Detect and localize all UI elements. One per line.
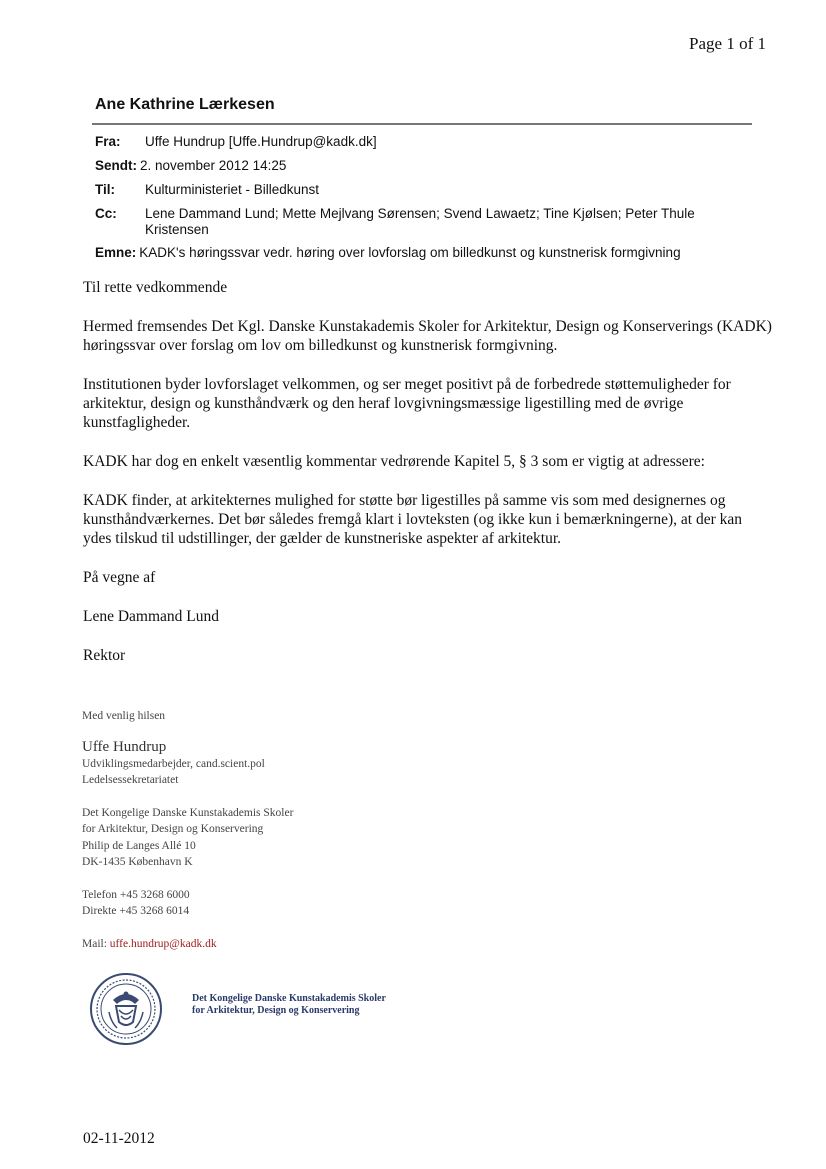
from-label: Fra: <box>95 134 121 149</box>
regards: Med venlig hilsen <box>82 710 166 722</box>
mail-link[interactable]: uffe.hundrup@kadk.dk <box>109 937 217 950</box>
mail-line <box>82 936 482 953</box>
address-line: for Arkitektur, Design og Konservering <box>82 823 264 835</box>
cc-row <box>95 206 735 238</box>
sent-row <box>95 158 735 174</box>
logo-wordmark <box>192 993 386 1017</box>
kadk-seal-logo <box>89 972 163 1046</box>
sent-label: Sendt: <box>95 158 137 173</box>
from-row <box>95 134 735 150</box>
print-date: 02-11-2012 <box>83 1130 155 1147</box>
body-paragraph-4: KADK finder, at arkitekternes mulighed for støtte bør ligestilles på samme vis som med designernes og kunsthåndværkernes. Det bør således fremgå klart i lovteksten (og ikke kun i bemærkningerne), at der kan ydes tilskud til udstillinger, der gælder de kunstneriske aspekter af arkitektur. <box>83 492 742 547</box>
address-line: Det Kongelige Danske Kunstakademis Skoler <box>82 806 294 819</box>
cc-value: Lene Dammand Lund; Mette Mejlvang Sørensen; Svend Lawaetz; Tine Kjølsen; Peter Thule Kristensen <box>145 206 695 237</box>
sender-title: Udviklingsmedarbejder, cand.scient.pol <box>82 757 265 770</box>
mail-label: Mail: <box>82 937 110 950</box>
body-paragraph-3: KADK har dog en enkelt væsentlig kommentar vedrørende Kapitel 5, § 3 som er vigtig at adressere: <box>83 453 705 470</box>
body-paragraph-1: Hermed fremsendes Det Kgl. Danske Kunstakademis Skoler for Arkitektur, Design og Konserverings (KADK) høringssvar over forslag om lov om billedkunst og kunstnerisk formgivning. <box>83 318 772 354</box>
sign-off: På vegne af <box>83 569 156 586</box>
sender-name: Uffe Hundrup <box>82 738 167 755</box>
sent-value: 2. november 2012 14:25 <box>140 158 287 173</box>
email-body <box>83 278 773 685</box>
address-line: DK-1435 København K <box>82 856 193 868</box>
subject-row <box>95 245 735 261</box>
signature-title: Rektor <box>83 647 126 664</box>
logo-line: Det Kongelige Danske Kunstakademis Skoler <box>192 993 386 1004</box>
from-value: Uffe Hundrup [Uffe.Hundrup@kadk.dk] <box>145 134 377 149</box>
direct-number: Direkte +45 3268 6014 <box>82 905 190 917</box>
page-number: Page 1 of 1 <box>689 34 766 53</box>
to-value: Kulturministeriet - Billedkunst <box>145 182 320 197</box>
phone-number: Telefon +45 3268 6000 <box>82 888 190 901</box>
sender-department: Ledelsessekretariatet <box>82 774 179 786</box>
body-paragraph-2: Institutionen byder lovforslaget velkommen, og ser meget positivt på de forbedrede støttemuligheder for arkitektur, design og kunsthåndværk og den heraf lovgivningsmæssige ligestilling med de øvrige kunstfagligheder. <box>83 376 731 431</box>
cc-label: Cc: <box>95 206 117 221</box>
email-signature-block <box>82 708 482 952</box>
greeting: Til rette vedkommende <box>83 279 228 296</box>
subject-label: Emne: <box>95 245 137 260</box>
to-label: Til: <box>95 182 115 197</box>
subject-value: KADK's høringssvar vedr. høring over lovforslag om billedkunst og kunstnerisk formgivning <box>139 245 681 260</box>
header-divider <box>92 123 752 125</box>
email-header <box>95 134 735 269</box>
logo-line: for Arkitektur, Design og Konservering <box>192 1005 360 1016</box>
mailbox-owner-name: Ane Kathrine Lærkesen <box>95 96 275 113</box>
address-block <box>82 805 482 871</box>
address-line: Philip de Langes Allé 10 <box>82 839 196 852</box>
phone-block <box>82 887 482 920</box>
to-row <box>95 182 735 198</box>
signature-name: Lene Dammand Lund <box>83 608 220 625</box>
